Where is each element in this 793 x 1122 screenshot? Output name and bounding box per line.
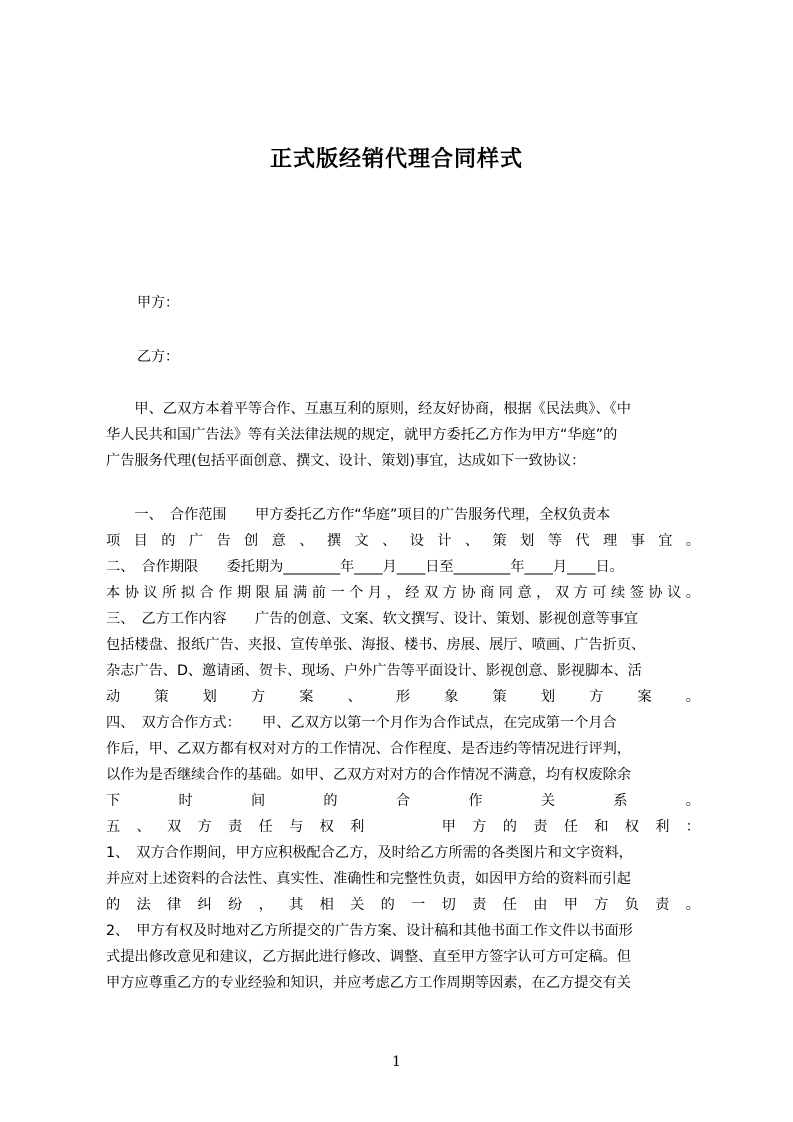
text-line: 华人民共和国广告法》等有关法律法规的规定，就甲方委托乙方作为甲方“华庭”的 [106,427,618,443]
text-line: 并应对上述资料的合法性、真实性、准确性和完整性负责，如因甲方给的资料而引起 [106,871,631,887]
text-line: 本协议所拟合作期限届满前一个月，经双方协商同意，双方可续签协议。 [106,585,700,601]
text-line: 二、 合作期限 委托期为________年____月____日至________年____月____日。 [106,559,624,575]
text-line: 的法律纠纷，其相关的一切责任由甲方负责。 [106,897,700,913]
text-line: 五、双方责任与权利 甲方的责任和权利： [106,819,700,835]
page-number: 1 [392,1054,401,1070]
text-line: 一、 合作范围 甲方委托乙方作“华庭”项目的广告服务代理，全权负责本 [106,507,611,523]
text-line: 甲方应尊重乙方的专业经验和知识，并应考虑乙方工作周期等因素，在乙方提交有关 [106,975,631,991]
text-line: 2、 甲方有权及时地对乙方所提交的广告方案、设计稿和其他书面工作文件以书面形 [106,923,633,939]
party-b-label: 乙方： [137,349,179,365]
clauses-section [106,502,700,996]
text-line: 动策划方案、形象策划方案。 [106,689,700,705]
text-line: 式提出修改意见和建议，乙方据此进行修改、调整、直至甲方签字认可方可定稿。但 [106,949,631,965]
text-line: 三、 乙方工作内容 广告的创意、文案、软文撰写、设计、策划、影视创意等事宜 [106,611,639,627]
text-line: 广告服务代理(包括平面创意、撰文、设计、策划)事宜，达成如下一致协议： [106,453,586,469]
text-line: 四、 双方合作方式： 甲、乙双方以第一个月作为合作试点，在完成第一个月合 [106,715,617,731]
document-title: 正式版经销代理合同样式 [269,147,523,172]
text-line: 下时间的合作关系。 [106,793,700,809]
text-line: 项目的广告创意、撰文、设计、策划等代理事宜。 [106,533,700,549]
text-line: 作后，甲、乙双方都有权对对方的工作情况、合作程度、是否违约等情况进行评判， [106,741,631,757]
intro-paragraph [106,396,700,474]
text-line: 以作为是否继续合作的基础。如甲、乙双方对对方的合作情况不满意，均有权废除余 [106,767,631,783]
text-line: 1、 双方合作期间，甲方应积极配合乙方，及时给乙方所需的各类图片和文字资料， [106,845,633,861]
party-a-label: 甲方： [137,295,179,311]
text-line: 甲、乙双方本着平等合作、互惠互利的原则，经友好协商，根据《民法典》、《中 [106,401,631,417]
text-line: 包括楼盘、报纸广告、夹报、宣传单张、海报、楼书、房展、展厅、喷画、广告折页、 [106,637,646,653]
text-line: 杂志广告、D、邀请函、贺卡、现场、户外广告等平面设计、影视创意、影视脚本、活 [106,663,642,679]
